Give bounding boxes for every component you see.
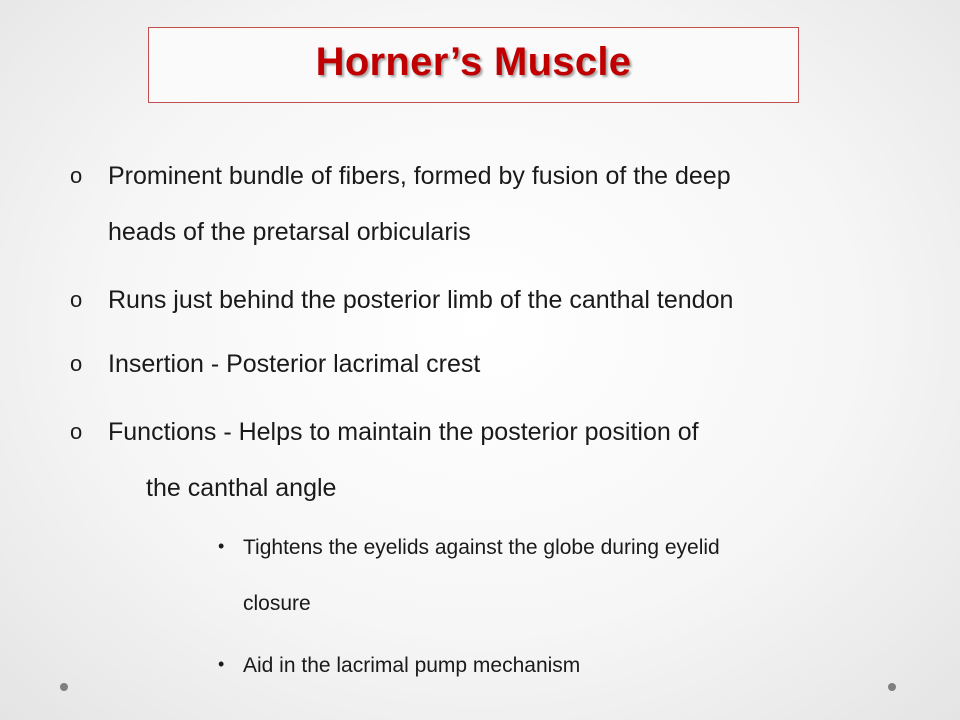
bullet-item xyxy=(70,148,900,260)
sub-bullet-list xyxy=(218,520,898,694)
bullet-item xyxy=(70,404,900,516)
sub-bullet-text-line: Tightens the eyelids against the globe during eyelid xyxy=(243,536,720,559)
bullet-text-line: the canthal angle xyxy=(146,474,337,502)
title-box xyxy=(148,27,799,103)
slide-title: Horner’s Muscle xyxy=(315,39,632,84)
sub-bullet-text-line: closure xyxy=(243,592,311,615)
decorative-dot-icon xyxy=(60,683,68,691)
sub-bullet-marker: • xyxy=(218,536,225,556)
bullet-text-line: Insertion - Posterior lacrimal crest xyxy=(108,350,481,378)
bullet-marker: o xyxy=(70,351,83,376)
bullet-item xyxy=(70,336,900,392)
bullet-marker: o xyxy=(70,419,83,444)
bullet-text-line: heads of the pretarsal orbicularis xyxy=(108,218,471,246)
bullet-marker: o xyxy=(70,287,83,312)
bullet-list xyxy=(70,148,900,516)
decorative-dot-icon xyxy=(888,683,896,691)
bullet-item xyxy=(70,272,900,328)
bullet-text-line: Runs just behind the posterior limb of the canthal tendon xyxy=(108,286,734,314)
sub-bullet-marker: • xyxy=(218,654,225,674)
bullet-text-line: Functions - Helps to maintain the posterior position of xyxy=(108,418,699,446)
bullet-marker: o xyxy=(70,163,83,188)
sub-bullet-item xyxy=(218,520,898,632)
bullet-text-line: Prominent bundle of fibers, formed by fusion of the deep xyxy=(108,162,731,190)
sub-bullet-item xyxy=(218,638,898,694)
sub-bullet-text-line: Aid in the lacrimal pump mechanism xyxy=(243,654,581,677)
